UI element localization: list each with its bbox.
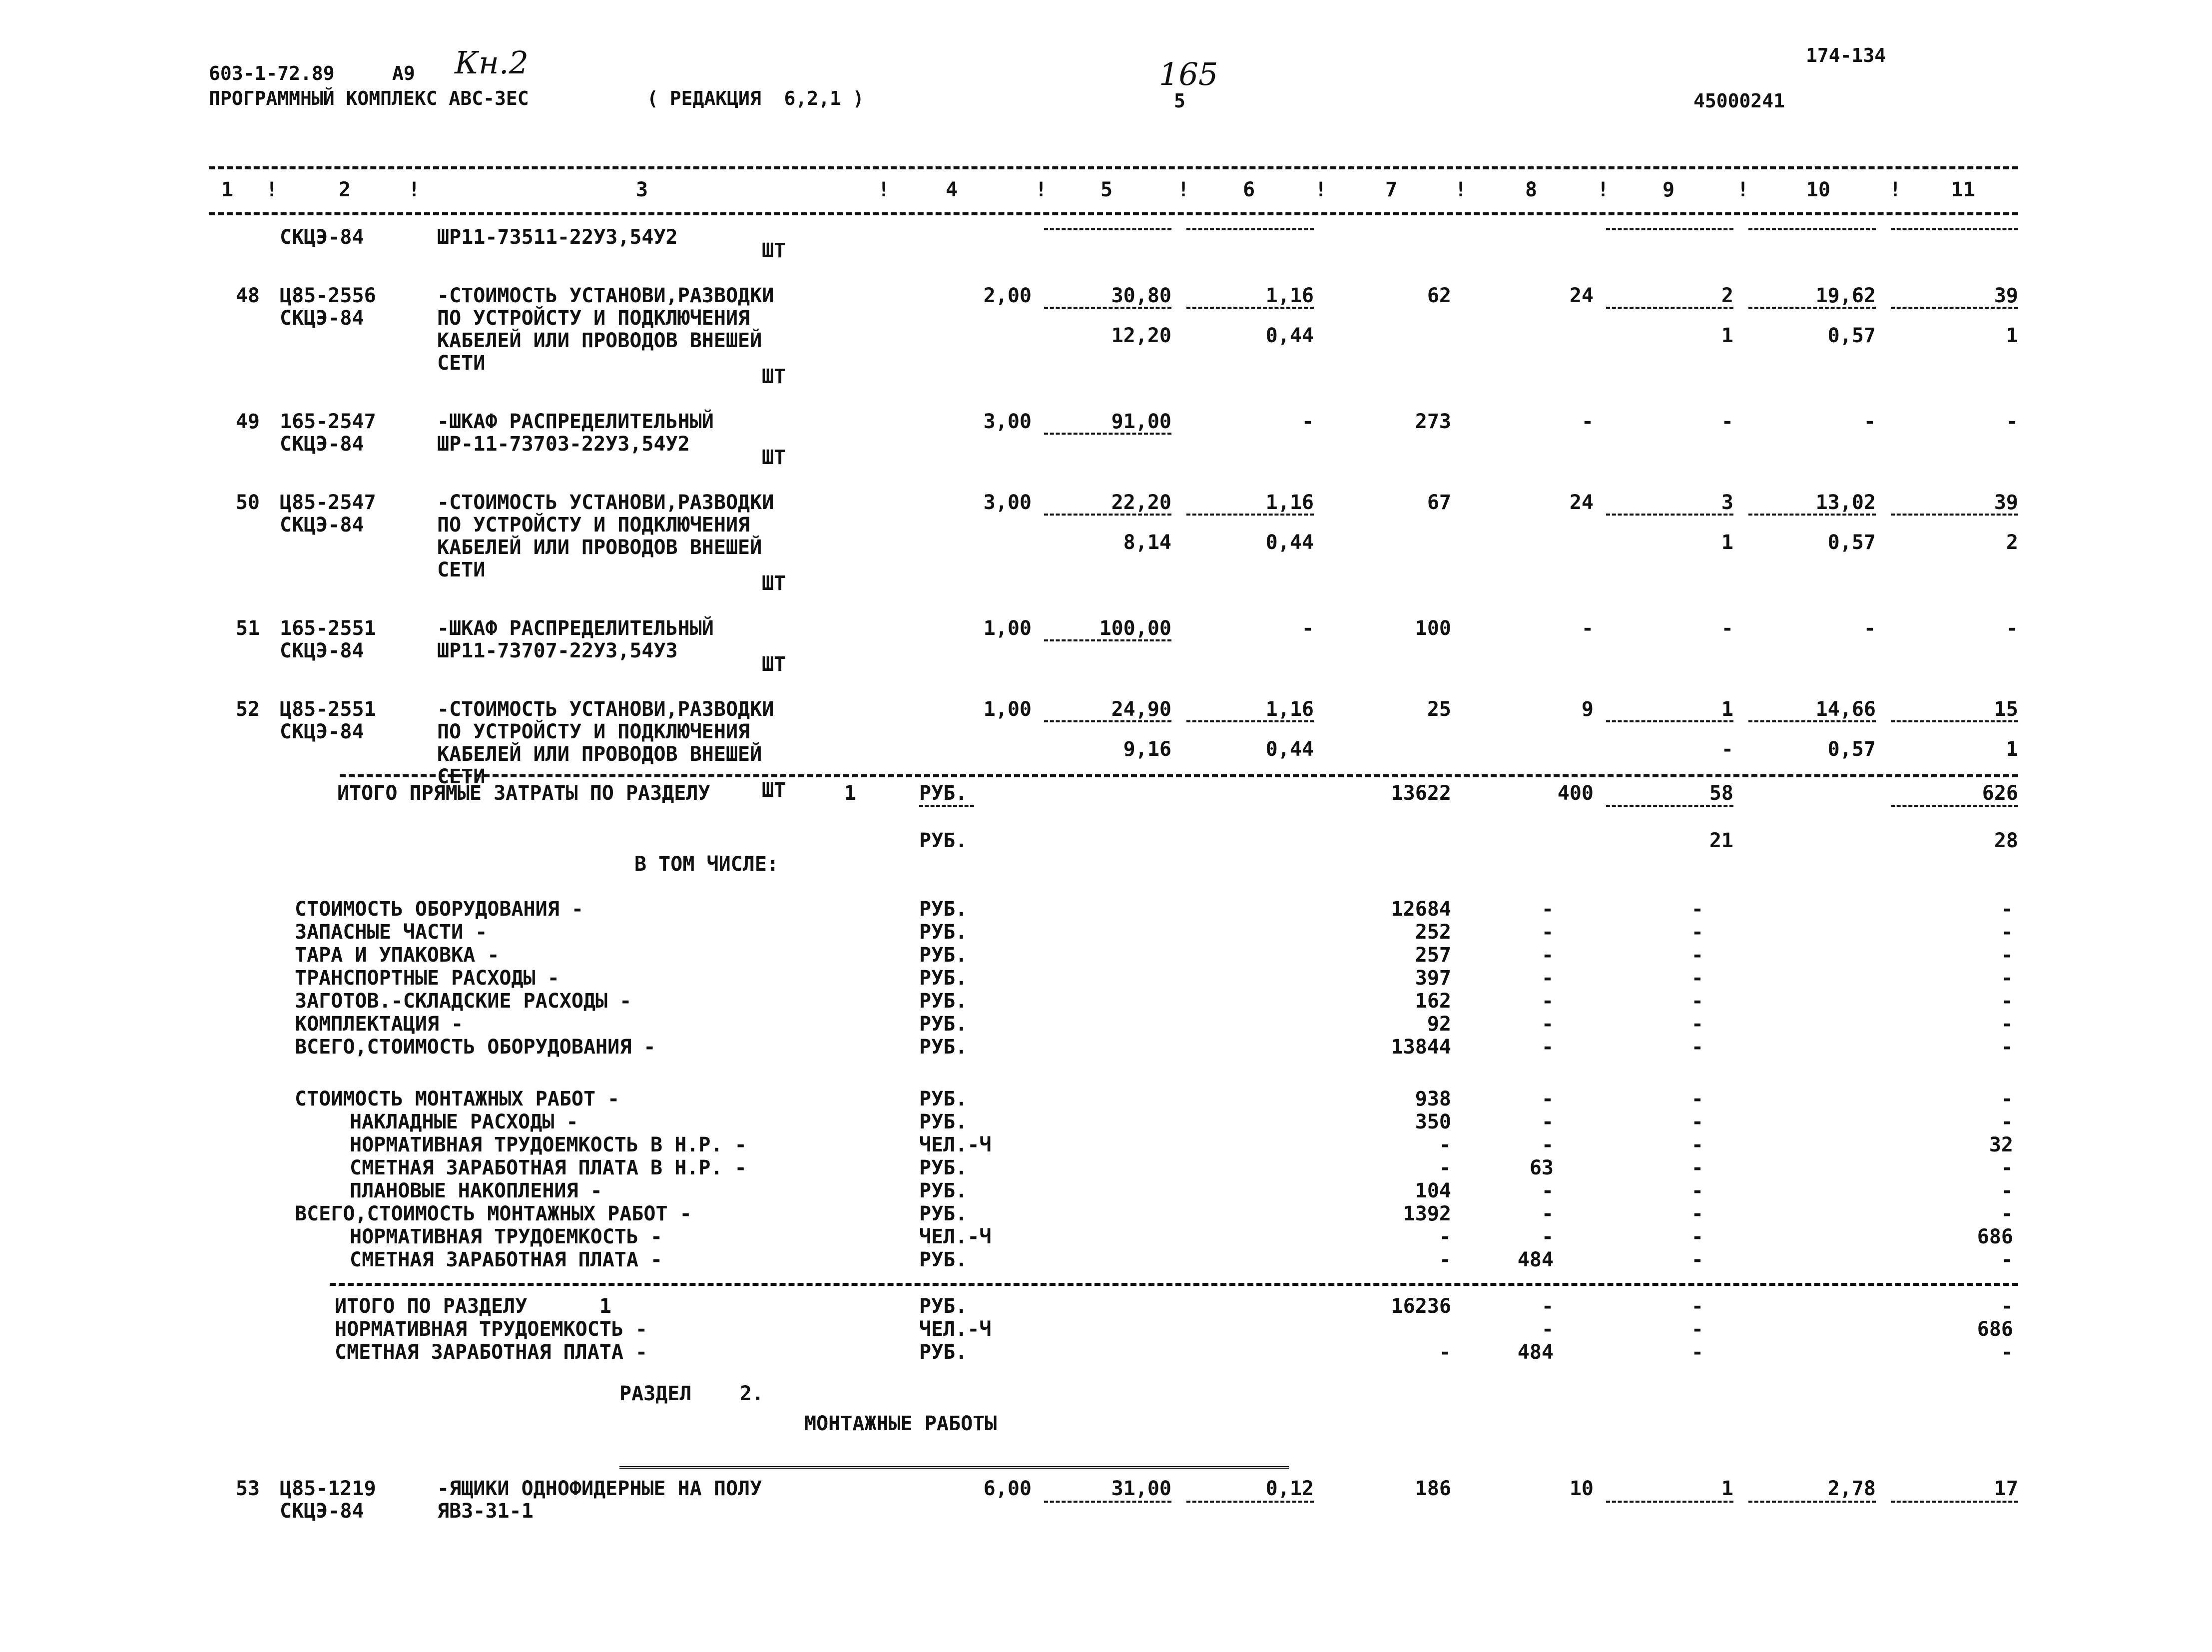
album-label: А9	[392, 62, 415, 84]
item-description: СЕТИ	[437, 765, 486, 788]
column-divider: !	[266, 178, 278, 201]
totals-rule	[340, 774, 2018, 777]
value-c10b: 0,57	[1827, 531, 1876, 554]
section-title: РАЗДЕЛ 2.	[619, 1382, 764, 1405]
breakdown-c8: 484	[1517, 1341, 1554, 1364]
direct-total-unit: РУБ.	[919, 782, 968, 805]
item-description: -СТОИМОСТЬ УСТАНОВИ,РАЗВОДКИ	[437, 284, 774, 307]
value-c11: -	[2006, 617, 2018, 640]
breakdown-c8: -	[1541, 1179, 1554, 1202]
item-description: ЯВЗ-31-1	[437, 1500, 534, 1523]
breakdown-unit: РУБ.	[919, 1202, 968, 1225]
breakdown-unit: РУБ.	[919, 1156, 968, 1179]
value-c7: 273	[1415, 410, 1451, 433]
item-description: ШР11-73707-22У3,54У3	[437, 639, 678, 662]
price-code: Ц85-2551	[280, 698, 376, 721]
sub-rule	[1748, 228, 1876, 230]
value-c11: 17	[1994, 1477, 2018, 1500]
breakdown-c8: 63	[1529, 1156, 1554, 1179]
value-c9: 1	[1721, 1477, 1733, 1500]
breakdown-c9: -	[1691, 1133, 1703, 1156]
breakdown-unit: РУБ.	[919, 1341, 968, 1364]
breakdown-unit: РУБ.	[919, 1110, 968, 1133]
sub-rule	[1891, 720, 2018, 722]
breakdown-label: НАКЛАДНЫЕ РАСХОДЫ -	[350, 1110, 578, 1133]
breakdown-label: ВСЕГО,СТОИМОСТЬ МОНТАЖНЫХ РАБОТ -	[295, 1202, 692, 1225]
column-divider: !	[1035, 178, 1048, 201]
breakdown-label: ЗАПАСНЫЕ ЧАСТИ -	[295, 921, 488, 944]
value-c11: 15	[1994, 698, 2018, 721]
breakdown-unit: РУБ.	[919, 967, 968, 990]
direct-total-c7: 13622	[1391, 782, 1451, 805]
value-c10b: 0,57	[1827, 738, 1876, 761]
value-c6: 1,16	[1265, 284, 1314, 307]
breakdown-c9: -	[1691, 967, 1703, 990]
value-c10b: 0,57	[1827, 324, 1876, 347]
value-c6: -	[1301, 617, 1314, 640]
value-c6b: 0,44	[1265, 738, 1314, 761]
direct-total-c11: 626	[1982, 782, 2018, 805]
sub-rule	[1748, 307, 1876, 309]
value-c5b: 8,14	[1123, 531, 1171, 554]
sub-rule	[1044, 433, 1171, 435]
value-c8: -	[1581, 617, 1594, 640]
item-description: -ЯЩИКИ ОДНОФИДЕРНЫЕ НА ПОЛУ	[437, 1477, 762, 1500]
column-header-10: 10	[1806, 178, 1831, 201]
page-code: 174-134	[1806, 44, 1886, 66]
breakdown-c11: 686	[1977, 1225, 2013, 1248]
sub-rule	[1186, 514, 1314, 516]
breakdown-c9: -	[1691, 1013, 1703, 1036]
sub-rule	[1891, 514, 2018, 516]
breakdown-c7: -	[1439, 1225, 1451, 1248]
breakdown-c11: -	[2001, 1248, 2013, 1271]
breakdown-c8: -	[1541, 1225, 1554, 1248]
breakdown-label: НОРМАТИВНАЯ ТРУДОЕМКОСТЬ -	[350, 1225, 663, 1248]
price-code: 165-2547	[280, 410, 376, 433]
column-divider: !	[1315, 178, 1327, 201]
row-number: 51	[235, 617, 260, 640]
value-c5: 100,00	[1099, 617, 1171, 640]
header-bottom-rule	[209, 212, 2018, 215]
breakdown-c7: 162	[1415, 990, 1451, 1013]
breakdown-c7: -	[1439, 1248, 1451, 1271]
value-c9b: -	[1721, 738, 1733, 761]
value-c11: 39	[1994, 284, 2018, 307]
sub-rule	[1044, 307, 1171, 309]
value-c11b: 2	[2006, 531, 2018, 554]
value-c10: -	[1863, 410, 1876, 433]
breakdown-c9: -	[1691, 898, 1703, 921]
unit-label: ШТ	[762, 239, 786, 262]
column-header-8: 8	[1525, 178, 1538, 201]
column-header-11: 11	[1951, 178, 1976, 201]
item-description: -ШКАФ РАСПРЕДЕЛИТЕЛЬНЫЙ	[437, 410, 714, 433]
breakdown-unit: РУБ.	[919, 1295, 968, 1318]
value-c6: 0,12	[1265, 1477, 1314, 1500]
quantity: 3,00	[983, 491, 1032, 514]
value-c7: 25	[1427, 698, 1451, 721]
price-book: СКЦЭ-84	[280, 433, 364, 456]
unit-label: ШТ	[762, 779, 786, 802]
breakdown-c8: -	[1541, 1133, 1554, 1156]
breakdown-label: НОРМАТИВНАЯ ТРУДОЕМКОСТЬ В Н.Р. -	[350, 1133, 747, 1156]
breakdown-c8: -	[1541, 1013, 1554, 1036]
breakdown-c9: -	[1691, 921, 1703, 944]
sub-rule	[919, 805, 974, 807]
value-c9: -	[1721, 410, 1733, 433]
row-number: 50	[235, 491, 260, 514]
breakdown-label: ТРАНСПОРТНЫЕ РАСХОДЫ -	[295, 967, 559, 990]
sub-rule	[1606, 514, 1733, 516]
price-book: СКЦЭ-84	[280, 639, 364, 662]
breakdown-c11: -	[2001, 1156, 2013, 1179]
sub-rule	[1748, 720, 1876, 722]
value-c5: 24,90	[1111, 698, 1171, 721]
direct-total-c8: 400	[1557, 782, 1594, 805]
breakdown-label: ЗАГОТОВ.-СКЛАДСКИЕ РАСХОДЫ -	[295, 990, 632, 1013]
quantity: 1,00	[983, 698, 1032, 721]
value-c5: 30,80	[1111, 284, 1171, 307]
column-divider: !	[1889, 178, 1902, 201]
section-underline	[619, 1466, 1289, 1469]
sub-rule	[1606, 228, 1733, 230]
sub-rule	[1186, 307, 1314, 309]
price-book: СКЦЭ-84	[280, 1500, 364, 1523]
row-number: 49	[235, 410, 260, 433]
breakdown-c7: 92	[1427, 1013, 1451, 1036]
sub-rule	[1748, 1501, 1876, 1503]
page-number-handwritten: 165	[1159, 56, 1218, 92]
breakdown-label: СТОИМОСТЬ МОНТАЖНЫХ РАБОТ -	[295, 1088, 620, 1110]
breakdown-c11: -	[2001, 1088, 2013, 1110]
value-c7: 100	[1415, 617, 1451, 640]
price-code: Ц85-2547	[280, 491, 376, 514]
unit-label: ШТ	[762, 572, 786, 595]
row-number: 48	[235, 284, 260, 307]
sub-rule	[1891, 805, 2018, 807]
breakdown-c9: -	[1691, 944, 1703, 967]
value-c6: -	[1301, 410, 1314, 433]
breakdown-c11: -	[2001, 1179, 2013, 1202]
breakdown-label: ПЛАНОВЫЕ НАКОПЛЕНИЯ -	[350, 1179, 602, 1202]
breakdown-c8: -	[1541, 1318, 1554, 1341]
value-c10: 2,78	[1827, 1477, 1876, 1500]
breakdown-c9: -	[1691, 1036, 1703, 1059]
value-c6: 1,16	[1265, 698, 1314, 721]
column-divider: !	[1455, 178, 1467, 201]
item-description: ШР-11-73703-22У3,54У2	[437, 433, 690, 456]
breakdown-c11: -	[2001, 1202, 2013, 1225]
program-title: ПРОГРАММНЫЙ КОМПЛЕКС АВС-3ЕС	[209, 87, 529, 109]
breakdown-unit: ЧЕЛ.-Ч	[919, 1133, 992, 1156]
value-c11: -	[2006, 410, 2018, 433]
column-divider: !	[1177, 178, 1190, 201]
breakdown-c7: 12684	[1391, 898, 1451, 921]
breakdown-label: НОРМАТИВНАЯ ТРУДОЕМКОСТЬ -	[335, 1318, 648, 1341]
breakdown-c8: 484	[1517, 1248, 1554, 1271]
breakdown-c9: -	[1691, 1341, 1703, 1364]
breakdown-unit: ЧЕЛ.-Ч	[919, 1318, 992, 1341]
breakdown-c9: -	[1691, 990, 1703, 1013]
breakdown-label: СМЕТНАЯ ЗАРАБОТНАЯ ПЛАТА -	[335, 1341, 648, 1364]
breakdown-unit: РУБ.	[919, 1036, 968, 1059]
value-c8: 9	[1581, 698, 1594, 721]
sub-rule	[1606, 307, 1733, 309]
sub-rule	[1044, 514, 1171, 516]
value-c5: 91,00	[1111, 410, 1171, 433]
breakdown-c7: 104	[1415, 1179, 1451, 1202]
breakdown-c8: -	[1541, 1202, 1554, 1225]
value-c5b: 12,20	[1111, 324, 1171, 347]
section-subtitle: МОНТАЖНЫЕ РАБОТЫ	[804, 1412, 997, 1435]
value-c7: 62	[1427, 284, 1451, 307]
quantity: 1,00	[983, 617, 1032, 640]
breakdown-unit: РУБ.	[919, 898, 968, 921]
value-c6b: 0,44	[1265, 531, 1314, 554]
breakdown-label: СМЕТНАЯ ЗАРАБОТНАЯ ПЛАТА В Н.Р. -	[350, 1156, 747, 1179]
sub-rule	[1891, 228, 2018, 230]
item-description: -СТОИМОСТЬ УСТАНОВИ,РАЗВОДКИ	[437, 698, 774, 721]
item-description: ПО УСТРОЙСТУ И ПОДКЛЮЧЕНИЯ	[437, 307, 750, 330]
column-header-9: 9	[1662, 178, 1675, 201]
direct-total-c9: 58	[1709, 782, 1733, 805]
sub-rule	[1891, 307, 2018, 309]
breakdown-unit: РУБ.	[919, 990, 968, 1013]
breakdown-label: ВСЕГО,СТОИМОСТЬ ОБОРУДОВАНИЯ -	[295, 1036, 656, 1059]
sub-rule	[1186, 720, 1314, 722]
item-description: СЕТИ	[437, 352, 486, 375]
breakdown-c9: -	[1691, 1202, 1703, 1225]
direct-total-section: 1	[844, 782, 857, 805]
sheet-number: 5	[1174, 90, 1185, 112]
breakdown-unit: РУБ.	[919, 921, 968, 944]
price-code: 165-2551	[280, 617, 376, 640]
sub-rule	[1606, 805, 1733, 807]
item-description: СЕТИ	[437, 558, 486, 581]
breakdown-unit: РУБ.	[919, 1179, 968, 1202]
sub-rule	[1891, 1501, 2018, 1503]
including-label: В ТОМ ЧИСЛЕ:	[634, 853, 779, 876]
breakdown-unit: РУБ.	[919, 1088, 968, 1110]
price-code: Ц85-1219	[280, 1477, 376, 1500]
direct-total-unit2: РУБ.	[919, 829, 968, 852]
breakdown-c7: 938	[1415, 1088, 1451, 1110]
column-header-4: 4	[945, 178, 958, 201]
breakdown-label: ТАРА И УПАКОВКА -	[295, 944, 500, 967]
value-c11: 39	[1994, 491, 2018, 514]
item-description: КАБЕЛЕЙ ИЛИ ПРОВОДОВ ВНЕШЕЙ	[437, 329, 762, 352]
column-header-2: 2	[338, 178, 351, 201]
breakdown-c8: -	[1541, 898, 1554, 921]
column-header-7: 7	[1385, 178, 1398, 201]
breakdown-c7: -	[1439, 1156, 1451, 1179]
value-c8: -	[1581, 410, 1594, 433]
value-c8: 24	[1569, 491, 1594, 514]
breakdown-label: СТОИМОСТЬ ОБОРУДОВАНИЯ -	[295, 898, 583, 921]
breakdown-c11: -	[2001, 1295, 2013, 1318]
sub-rule	[1186, 1501, 1314, 1503]
breakdown-c7: -	[1439, 1133, 1451, 1156]
breakdown-unit: РУБ.	[919, 1248, 968, 1271]
breakdown-c9: -	[1691, 1088, 1703, 1110]
value-c5: 31,00	[1111, 1477, 1171, 1500]
breakdown-c11: -	[2001, 1341, 2013, 1364]
breakdown-c11: -	[2001, 1110, 2013, 1133]
value-c6: 1,16	[1265, 491, 1314, 514]
value-c9: 2	[1721, 284, 1733, 307]
column-divider: !	[1737, 178, 1749, 201]
value-c5b: 9,16	[1123, 738, 1171, 761]
breakdown-c8: -	[1541, 1036, 1554, 1059]
value-c7: 186	[1415, 1477, 1451, 1500]
value-c7: 67	[1427, 491, 1451, 514]
section-total-rule	[330, 1283, 2018, 1286]
breakdown-c11: -	[2001, 990, 2013, 1013]
value-c8: 24	[1569, 284, 1594, 307]
column-divider: !	[878, 178, 890, 201]
column-header-5: 5	[1100, 178, 1113, 201]
column-divider: !	[408, 178, 421, 201]
breakdown-label: СМЕТНАЯ ЗАРАБОТНАЯ ПЛАТА -	[350, 1248, 663, 1271]
value-c9: 1	[1721, 698, 1733, 721]
breakdown-c11: -	[2001, 921, 2013, 944]
breakdown-c9: -	[1691, 1295, 1703, 1318]
breakdown-c7: 257	[1415, 944, 1451, 967]
value-c10: -	[1863, 617, 1876, 640]
breakdown-c8: -	[1541, 1088, 1554, 1110]
value-c10: 19,62	[1815, 284, 1876, 307]
column-header-1: 1	[221, 178, 234, 201]
breakdown-unit: РУБ.	[919, 944, 968, 967]
book-note-handwritten: Кн.2	[455, 44, 529, 81]
breakdown-c7: 350	[1415, 1110, 1451, 1133]
direct-total-c11b: 28	[1994, 829, 2018, 852]
revision-label: ( РЕДАКЦИЯ 6,2,1 )	[647, 87, 864, 109]
price-code: Ц85-2556	[280, 284, 376, 307]
item-description: ПО УСТРОЙСТУ И ПОДКЛЮЧЕНИЯ	[437, 514, 750, 537]
breakdown-c8: -	[1541, 967, 1554, 990]
value-c10: 14,66	[1815, 698, 1876, 721]
value-c9: 3	[1721, 491, 1733, 514]
price-book: СКЦЭ-84	[280, 514, 364, 537]
price-book: СКЦЭ-84	[280, 720, 364, 743]
item-description: -ШКАФ РАСПРЕДЕЛИТЕЛЬНЫЙ	[437, 617, 714, 640]
value-c6b: 0,44	[1265, 324, 1314, 347]
sub-rule	[1044, 639, 1171, 641]
breakdown-c9: -	[1691, 1110, 1703, 1133]
breakdown-c9: -	[1691, 1179, 1703, 1202]
breakdown-c9: -	[1691, 1225, 1703, 1248]
breakdown-label: ИТОГО ПО РАЗДЕЛУ 1	[335, 1295, 611, 1318]
sub-rule	[1044, 720, 1171, 722]
sub-rule	[1606, 720, 1733, 722]
breakdown-c11: -	[2001, 1036, 2013, 1059]
item-description: ШР11-73511-22У3,54У2	[437, 226, 678, 249]
breakdown-c11: -	[2001, 1013, 2013, 1036]
quantity: 3,00	[983, 410, 1032, 433]
breakdown-c9: -	[1691, 1318, 1703, 1341]
sub-rule	[1748, 514, 1876, 516]
row-number: 52	[235, 698, 260, 721]
item-description: -СТОИМОСТЬ УСТАНОВИ,РАЗВОДКИ	[437, 491, 774, 514]
breakdown-c7: -	[1439, 1341, 1451, 1364]
price-book: СКЦЭ-84	[280, 307, 364, 330]
breakdown-c7: 16236	[1391, 1295, 1451, 1318]
breakdown-c7: 397	[1415, 967, 1451, 990]
sub-rule	[1606, 1501, 1733, 1503]
value-c5: 22,20	[1111, 491, 1171, 514]
breakdown-c7: 252	[1415, 921, 1451, 944]
breakdown-c11: 32	[1989, 1133, 2013, 1156]
column-header-3: 3	[635, 178, 648, 201]
sub-rule	[1044, 228, 1171, 230]
value-c8: 10	[1569, 1477, 1594, 1500]
price-book: СКЦЭ-84	[280, 226, 364, 249]
breakdown-c11: -	[2001, 944, 2013, 967]
column-header-6: 6	[1242, 178, 1255, 201]
row-number: 53	[235, 1477, 260, 1500]
value-c11b: 1	[2006, 324, 2018, 347]
sub-rule	[1186, 228, 1314, 230]
item-description: КАБЕЛЕЙ ИЛИ ПРОВОДОВ ВНЕШЕЙ	[437, 743, 762, 766]
breakdown-unit: РУБ.	[919, 1013, 968, 1036]
value-c9b: 1	[1721, 531, 1733, 554]
item-description: ПО УСТРОЙСТУ И ПОДКЛЮЧЕНИЯ	[437, 720, 750, 743]
document-id: 45000241	[1693, 90, 1785, 112]
unit-label: ШТ	[762, 365, 786, 388]
breakdown-c8: -	[1541, 1110, 1554, 1133]
item-description: КАБЕЛЕЙ ИЛИ ПРОВОДОВ ВНЕШЕЙ	[437, 536, 762, 559]
doc-code: 603-1-72.89	[209, 62, 335, 84]
breakdown-unit: ЧЕЛ.-Ч	[919, 1225, 992, 1248]
breakdown-label: КОМПЛЕКТАЦИЯ -	[295, 1013, 464, 1036]
breakdown-c8: -	[1541, 990, 1554, 1013]
breakdown-c11: -	[2001, 898, 2013, 921]
breakdown-c9: -	[1691, 1156, 1703, 1179]
value-c10: 13,02	[1815, 491, 1876, 514]
value-c9b: 1	[1721, 324, 1733, 347]
value-c11b: 1	[2006, 738, 2018, 761]
quantity: 2,00	[983, 284, 1032, 307]
column-divider: !	[1597, 178, 1610, 201]
value-c9: -	[1721, 617, 1733, 640]
header-top-rule	[209, 166, 2018, 169]
breakdown-c9: -	[1691, 1248, 1703, 1271]
sub-rule	[1044, 1501, 1171, 1503]
breakdown-c8: -	[1541, 944, 1554, 967]
breakdown-c11: -	[2001, 967, 2013, 990]
quantity: 6,00	[983, 1477, 1032, 1500]
breakdown-c7: 13844	[1391, 1036, 1451, 1059]
breakdown-c11: 686	[1977, 1318, 2013, 1341]
breakdown-c7: 1392	[1403, 1202, 1451, 1225]
unit-label: ШТ	[762, 446, 786, 469]
unit-label: ШТ	[762, 653, 786, 676]
breakdown-c8: -	[1541, 921, 1554, 944]
direct-total-label: ИТОГО ПРЯМЫЕ ЗАТРАТЫ ПО РАЗДЕЛУ	[337, 782, 710, 805]
breakdown-c8: -	[1541, 1295, 1554, 1318]
direct-total-c9b: 21	[1709, 829, 1733, 852]
